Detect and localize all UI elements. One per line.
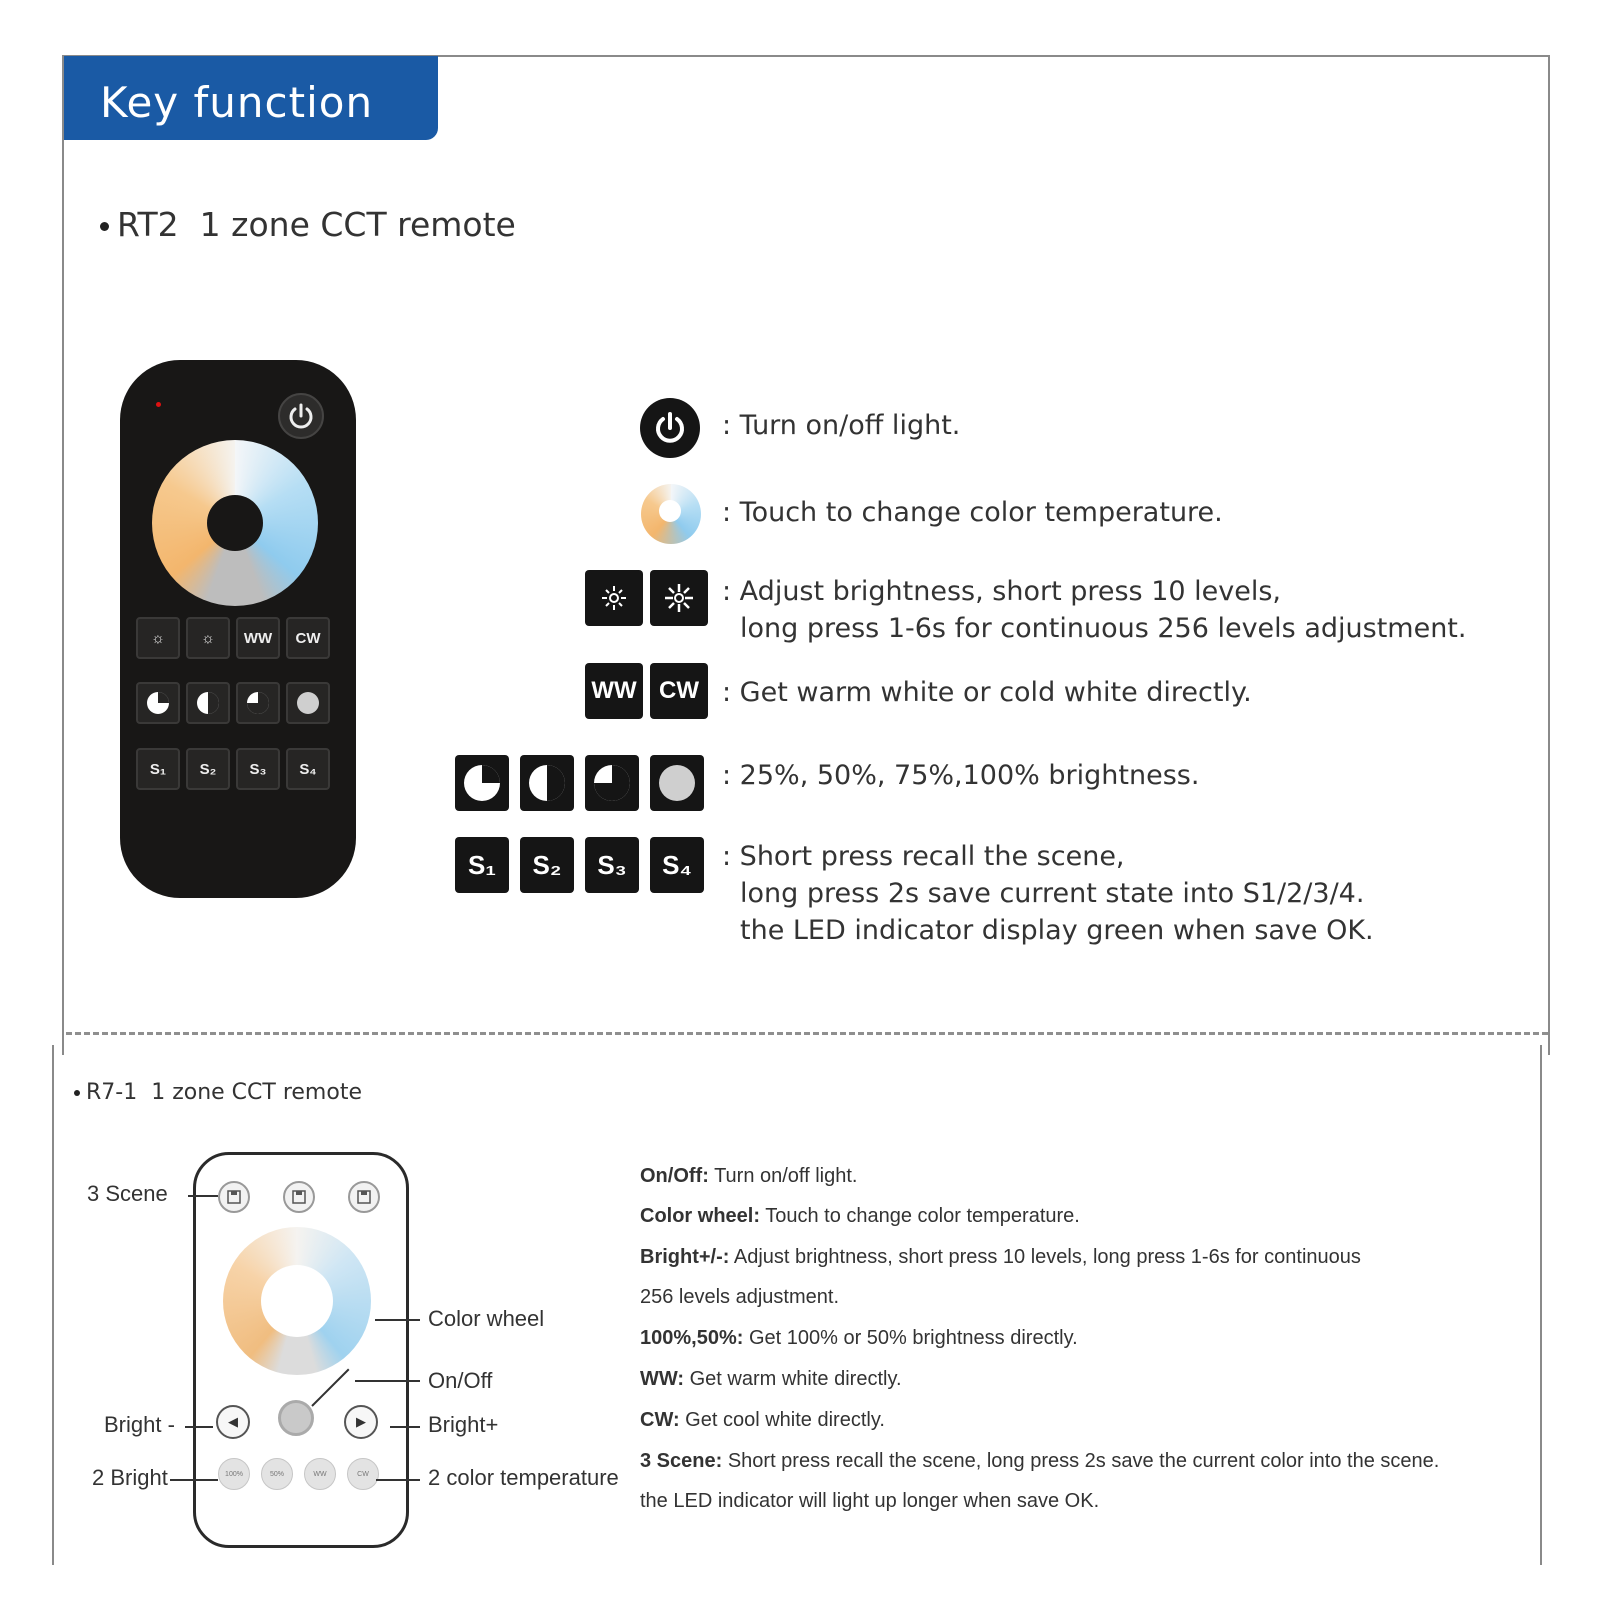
scene-1-button[interactable] [218,1181,250,1213]
desc2-text: Touch to change color temperature. [760,1205,1080,1227]
desc-power: : Turn on/off light. [722,410,961,441]
ww-label: WW [243,629,273,647]
desc2-label: WW: [640,1368,685,1390]
scene-3-button[interactable] [348,1181,380,1213]
key-color-wheel-icon [641,484,701,544]
desc2-row [640,1409,885,1432]
sun-large-icon: ☼ [201,629,215,647]
key-brightness-up-icon [650,570,708,626]
desc2-row [640,1165,858,1188]
desc2-text: Get cool white directly. [679,1409,885,1431]
callout-bright-minus: Bright - [104,1412,175,1437]
key-scene-4-icon: S₄ [650,837,704,893]
r7-remote [193,1152,409,1548]
desc2-label: Bright+/-: [640,1246,730,1268]
triangle-right-icon: ▶ [356,1414,366,1430]
cw-label: CW [295,629,321,647]
bullet-icon [74,1090,80,1096]
color-wheel[interactable] [223,1227,371,1375]
callout-on-off: On/Off [428,1368,493,1393]
level-50-icon [195,690,221,716]
section1-title-text: RT2 1 zone CCT remote [117,205,516,244]
callout-bright-plus: Bright+ [428,1412,499,1437]
power-icon [648,406,692,450]
key-power-icon [640,398,700,458]
bright-100-button[interactable]: 100% [218,1458,250,1490]
desc2-text: Get 100% or 50% brightness directly. [743,1327,1078,1349]
leader-line [355,1380,420,1382]
scene-1-label: S₁ [149,760,167,778]
scene-4-label: S₄ [299,760,317,778]
sun-small-icon: ☼ [151,629,165,647]
desc2-row [640,1205,1080,1228]
section2-title [74,1080,362,1105]
level-100-icon [295,690,321,716]
triangle-left-icon: ◀ [228,1414,238,1430]
brightness-up-button[interactable] [186,617,230,659]
sun-large-icon [664,583,694,613]
pie-75-icon [592,763,632,803]
desc2-label: 3 Scene: [640,1450,723,1472]
scene-3-label: S₃ [249,760,267,778]
brightness-down-button[interactable] [136,617,180,659]
scene-3-button[interactable] [236,748,280,790]
key-level-100-icon [650,755,704,811]
desc2-text: Get warm white directly. [684,1368,902,1390]
section1-title [100,205,516,244]
leader-line [390,1426,420,1428]
page-title: Key function [100,78,374,127]
desc-brightness-line2: long press 1-6s for continuous 256 levels adjustment. [740,613,1467,644]
callout-two-bright: 2 Bright [92,1465,168,1490]
key-level-50-icon [520,755,574,811]
desc2-row [640,1286,839,1309]
key-brightness-down-icon [585,570,643,626]
color-wheel[interactable] [152,440,318,606]
rt2-row-scenes [136,748,330,790]
save-icon [227,1190,241,1204]
desc-scene-line3: the LED indicator display green when save OK. [740,915,1374,946]
desc2-row [640,1246,1361,1269]
sun-small-icon [599,583,629,613]
desc2-text: Turn on/off light. [708,1165,858,1187]
scene-4-button[interactable] [286,748,330,790]
scene-2-button[interactable] [186,748,230,790]
desc2-row [640,1490,1099,1513]
leader-line [188,1195,218,1197]
desc-scene-line2: long press 2s save current state into S1/2/3/4. [740,878,1365,909]
color-wheel-center [207,495,263,551]
level-25-button[interactable] [136,682,180,724]
desc-scene [722,838,1374,949]
cw-button[interactable]: CW [347,1458,379,1490]
cw-button[interactable] [286,617,330,659]
power-icon [280,395,322,437]
rt2-remote [120,360,356,898]
section-divider [66,1032,1548,1035]
leader-line [375,1319,420,1321]
power-button[interactable] [278,393,324,439]
level-50-button[interactable] [186,682,230,724]
desc2-label: On/Off: [640,1165,709,1187]
desc2-label: Color wheel: [640,1205,761,1227]
section2-title-text: R7-1 1 zone CCT remote [86,1080,362,1105]
scene-2-label: S₂ [199,760,217,778]
desc-levels: : 25%, 50%, 75%,100% brightness. [722,760,1200,791]
desc2-text: 256 levels adjustment. [640,1286,840,1308]
ww-button[interactable] [236,617,280,659]
bright-50-button[interactable]: 50% [261,1458,293,1490]
on-off-button[interactable] [278,1400,314,1436]
desc-brightness [722,573,1466,647]
ww-button[interactable]: WW [304,1458,336,1490]
color-wheel-center [261,1265,333,1337]
key-level-75-icon [585,755,639,811]
pie-50-icon [527,763,567,803]
bullet-icon [100,222,109,231]
leader-line [185,1426,213,1428]
key-ww-icon: WW [585,663,643,719]
desc2-row [640,1368,902,1391]
desc2-label: 100%,50%: [640,1327,744,1349]
rt2-row-levels [136,682,330,724]
desc2-text: Adjust brightness, short press 10 levels, long press 1-6s for continuous [729,1246,1361,1268]
leader-line [170,1479,218,1481]
level-75-icon [245,690,271,716]
level-100-button[interactable] [286,682,330,724]
desc-wwcw: : Get warm white or cold white directly. [722,677,1252,708]
desc2-row [640,1450,1439,1473]
color-wheel-center [659,500,681,522]
led-indicator [156,402,161,407]
key-level-25-icon [455,755,509,811]
level-75-button[interactable] [236,682,280,724]
key-scene-1-icon: S₁ [455,837,509,893]
save-icon [292,1190,306,1204]
desc2-text: the LED indicator will light up longer when save OK. [640,1490,1100,1512]
callout-color-wheel: Color wheel [428,1306,545,1331]
bright-plus-button[interactable] [344,1405,378,1439]
desc-brightness-line1: : Adjust brightness, short press 10 levels, [722,576,1281,607]
scene-2-button[interactable] [283,1181,315,1213]
desc-wheel: : Touch to change color temperature. [722,497,1223,528]
desc2-label: CW: [640,1409,680,1431]
desc2-row [640,1327,1078,1350]
scene-1-button[interactable] [136,748,180,790]
callout-two-color-temp: 2 color temperature [428,1465,619,1490]
desc-scene-line1: : Short press recall the scene, [722,841,1125,872]
pie-25-icon [462,763,502,803]
rt2-row-brightness [136,617,330,659]
desc2-text: Short press recall the scene, long press 2s save the current color into the scene. [722,1450,1440,1472]
leader-line [376,1479,420,1481]
key-scene-2-icon: S₂ [520,837,574,893]
save-icon [357,1190,371,1204]
pie-100-icon [657,763,697,803]
key-cw-icon: CW [650,663,708,719]
key-scene-3-icon: S₃ [585,837,639,893]
bright-minus-button[interactable] [216,1405,250,1439]
callout-scene: 3 Scene [87,1181,168,1206]
level-25-icon [145,690,171,716]
